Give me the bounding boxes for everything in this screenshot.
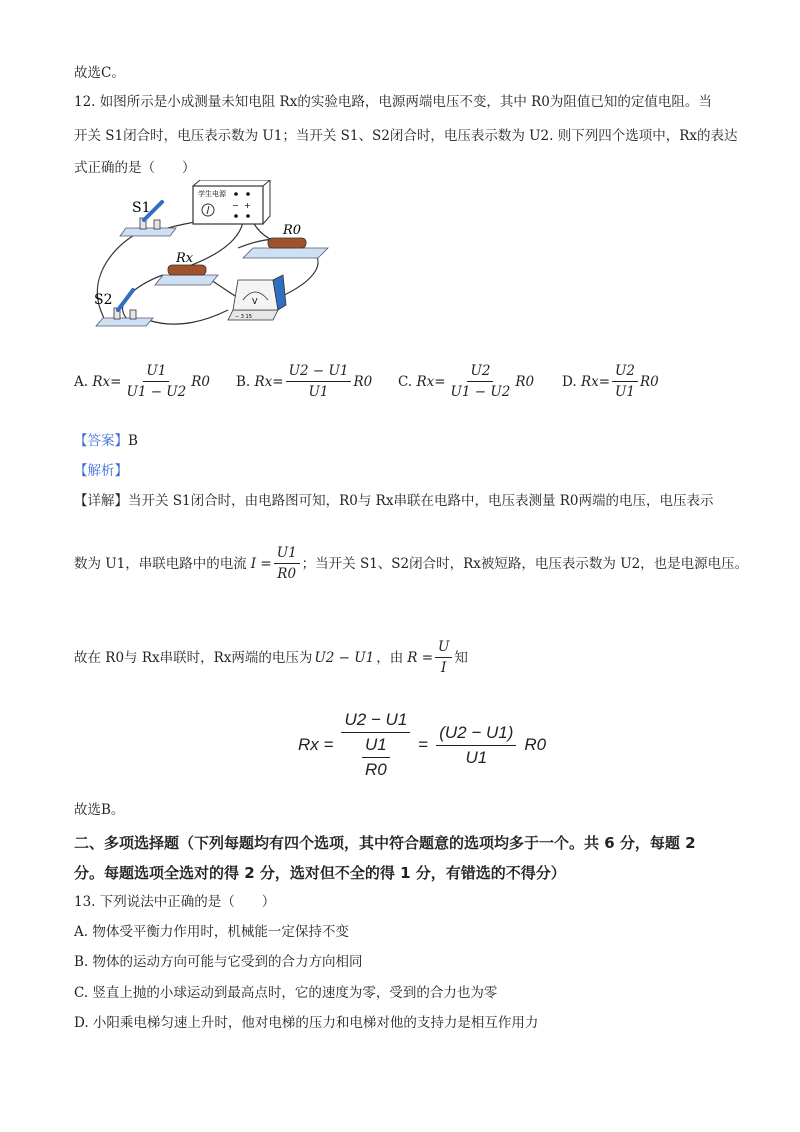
resistor-r0-base xyxy=(243,248,328,258)
power-minus-label: − xyxy=(232,201,239,210)
section-2-heading-line-2: 分。每题选项全选对的得 2 分，选对但不全的得 1 分，有错选的不得分） xyxy=(74,864,566,882)
option-a: A. Rx= $\frac{U1}{U1 - U2}$ R0 xyxy=(74,363,211,400)
wire xyxy=(148,310,228,324)
voltmeter-terminals: − 3 15 xyxy=(235,314,252,320)
conclusion: 故选B。 xyxy=(74,802,125,818)
voltmeter-label: V xyxy=(252,297,258,306)
option-c: C. Rx= $\frac{U2}{U1 - U2}$ R0 xyxy=(398,363,535,400)
q12-line-3: 式正确的是（ ） xyxy=(74,160,196,176)
circuit-diagram xyxy=(88,180,338,340)
q12-line-2: 开关 S1闭合时，电压表示数为 U1；当开关 S1、S2闭合时，电压表示数为 U2. 则下列四个选项中，Rx的表达 xyxy=(74,128,738,144)
previous-conclusion: 故选C。 xyxy=(74,65,125,81)
switch-s2-lever xyxy=(118,290,133,310)
power-plus-label: + xyxy=(244,201,251,210)
s1-label: S1 xyxy=(132,200,151,216)
detail-line-2: 数为 U1，串联电路中的电流 I = $\frac{U1}{R0}$ ；当开关 S1、S2闭合时，Rx被短路，电压表示数为 U2，也是电源电压。 xyxy=(74,545,749,582)
r0-label: R0 xyxy=(283,223,302,238)
detail-line-3: 故在 R0与 Rx串联时，Rx两端的电压为 U2 − U1 ，由 R = $\frac{U}{I}$ 知 xyxy=(74,639,468,676)
resistor-rx-body xyxy=(168,265,206,275)
answer-line: 【答案】B xyxy=(74,433,138,449)
detail-line-1: 【详解】当开关 S1闭合时，由电路图可知，R0与 Rx串联在电路中，电压表测量 R0两端的电压，电压表示 xyxy=(74,493,714,509)
option-b: B. Rx= $\frac{U2 - U1}{U1}$ R0 xyxy=(236,363,373,400)
resistor-r0-body xyxy=(268,238,306,248)
q13-option-a: A. 物体受平衡力作用时，机械能一定保持不变 xyxy=(74,924,349,940)
final-equation: Rx = U2 − U1 U1 R0 = $\frac{(U2 - U1)}{U1}$ R0 xyxy=(298,710,547,779)
section-2-heading-line-1: 二、多项选择题（下列每题均有四个选项，其中符合题意的选项均多于一个。共 6 分，每题 2 xyxy=(74,834,696,852)
resistor-rx-base xyxy=(155,275,218,285)
q12-line-1: 12. 如图所示是小成测量未知电阻 Rx的实验电路，电源两端电压不变，其中 R0为阻值已知的定值电阻。当 xyxy=(74,94,712,110)
analysis-tag: 【解析】 xyxy=(74,463,128,479)
switch-s1-base xyxy=(120,228,176,236)
rx-label: Rx xyxy=(176,251,194,266)
q13-stem: 13. 下列说法中正确的是（ ） xyxy=(74,894,276,910)
s2-label: S2 xyxy=(94,292,113,308)
power-supply-label: 学生电源 xyxy=(198,190,226,198)
q13-option-b: B. 物体的运动方向可能与它受到的合力方向相同 xyxy=(74,954,363,970)
q13-option-c: C. 竖直上抛的小球运动到最高点时，它的速度为零，受到的合力也为零 xyxy=(74,985,498,1001)
q13-option-d: D. 小阳乘电梯匀速上升时，他对电梯的压力和电梯对他的支持力是相互作用力 xyxy=(74,1015,539,1031)
option-d: D. Rx= $\frac{U2}{U1}$ R0 xyxy=(562,363,659,400)
switch-s2-base xyxy=(96,318,153,326)
